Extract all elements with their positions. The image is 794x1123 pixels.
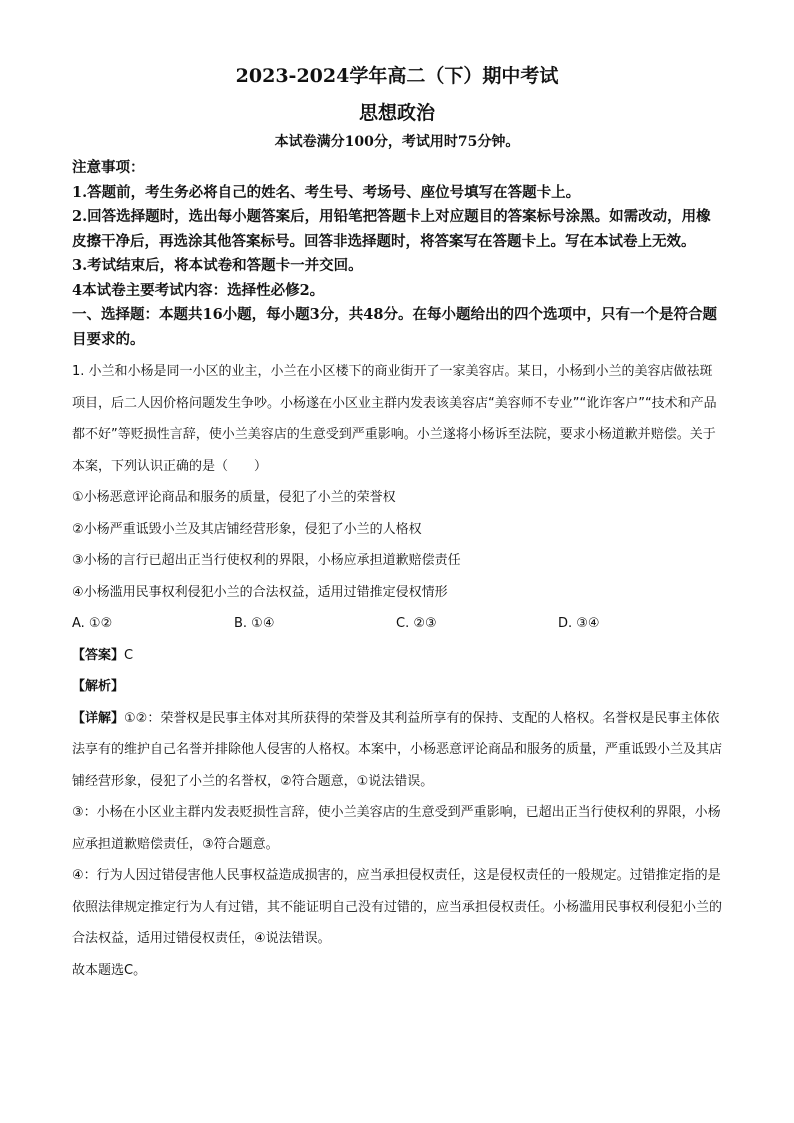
option-b: B. ①④: [234, 616, 275, 631]
detail-text-1: ①②：荣誉权是民事主体对其所获得的荣誉及其利益所享有的保持、支配的人格权。名誉权是民事主体依法享有的维护自己名誉并排除他人侵害的人格权。本案中，小杨恶意评论商品和服务的质量，严重诋毁小兰及其店铺经营形象，侵犯了小兰的名誉权，②符合题意，①说法错误。: [72, 710, 723, 789]
notice-item-4: 4本试卷主要考试内容：选择性必修2。: [72, 281, 325, 299]
question-stem: 1. 小兰和小杨是同一小区的业主，小兰在小区楼下的商业街开了一家美容店。某日，小杨到小兰的美容店做祛斑项目，后二人因价格问题发生争吵。小杨遂在小区业主群内发表该美容店“美容师不专业”“讹诈客户”“技术和产品都不好”等贬损性言辞，使小兰美容店的生意受到严重影响。小兰遂将小杨诉至法院，要求小杨道歉并赔偿。关于本案，下列认识正确的是（ ）: [72, 364, 717, 474]
section-heading: 一、选择题：本题共16小题，每小题3分，共48分。在每小题给出的四个选项中，只有一个是符合题目要求的。: [72, 306, 717, 348]
answer-value: C: [124, 647, 134, 663]
statement-3: ③小杨的言行已超出正当行使权利的界限，小杨应承担道歉赔偿责任: [72, 553, 461, 568]
statement-2: ②小杨严重诋毁小兰及其店铺经营形象，侵犯了小兰的人格权: [72, 521, 422, 537]
exam-meta: 本试卷满分100分，考试用时75分钟。: [274, 134, 520, 150]
answer-options: [72, 608, 722, 640]
statement-4: ④小杨滥用民事权利侵犯小兰的合法权益，适用过错推定侵权情形: [72, 584, 448, 600]
notice-block: [72, 156, 722, 303]
analysis-line: [72, 671, 722, 703]
option-d: D. ③④: [558, 616, 600, 631]
detail-tag: 【详解】: [72, 710, 125, 726]
statement-1: ①小杨恶意评论商品和服务的质量，侵犯了小兰的荣誉权: [72, 490, 396, 505]
exam-page: [72, 62, 722, 986]
conclusion: 故本题选C。: [72, 962, 147, 978]
detail-paragraph-1: [72, 703, 722, 798]
notice-item-2: 2.回答选择题时，选出每小题答案后，用铅笔把答题卡上对应题目的答案标号涂黑。如需改动，用橡皮擦干净后，再选涂其他答案标号。回答非选择题时，将答案写在答题卡上。写在本试卷上无效。: [72, 208, 711, 250]
notice-heading: 注意事项：: [72, 159, 145, 176]
option-a: A. ①②: [72, 616, 113, 631]
notice-item-1: 1.答题前，考生务必将自己的姓名、考生号、考场号、座位号填写在答题卡上。: [72, 183, 581, 201]
answer-line: [72, 640, 722, 672]
analysis-tag: 【解析】: [72, 679, 125, 694]
detail-paragraph-2: ③：小杨在小区业主群内发表贬损性言辞，使小兰美容店的生意受到严重影响，已超出正当行使权利的界限，小杨应承担道歉赔偿责任，③符合题意。: [72, 805, 721, 852]
notice-item-3: 3.考试结束后，将本试卷和答题卡一并交回。: [72, 257, 363, 274]
exam-subject: 思想政治: [358, 102, 435, 124]
option-c: C. ②③: [396, 616, 437, 631]
exam-title: 2023-2024学年高二（下）期中考试: [235, 65, 559, 87]
detail-paragraph-3: ④：行为人因过错侵害他人民事权益造成损害的，应当承担侵权责任，这是侵权责任的一般规定。过错推定指的是依照法律规定推定行为人有过错，其不能证明自己没有过错的，应当承担侵权责任。小杨滥用民事权利侵犯小兰的合法权益，适用过错侵权责任，④说法错误。: [72, 868, 723, 946]
answer-tag: 【答案】: [72, 647, 125, 663]
question-1: [72, 356, 722, 986]
